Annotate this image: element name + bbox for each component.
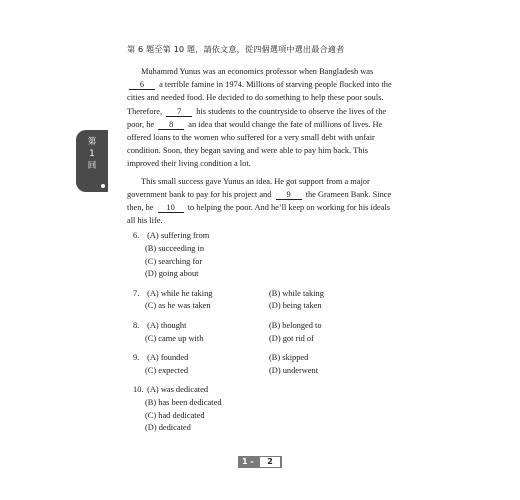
bullet-dot-icon: [101, 184, 105, 188]
question-7: [133, 288, 393, 314]
option-d: (D) got rid of: [269, 333, 314, 343]
option-b: (B) succeeding in: [145, 243, 205, 253]
option-c: (C) came up with: [145, 333, 204, 343]
question-8: [133, 320, 393, 346]
p2-text-1: This small success gave Yunus an idea. He got support from a major government bank to pay for his project and: [127, 176, 370, 199]
page-number-badge: [238, 456, 282, 468]
option-b: (B) skipped: [269, 352, 309, 362]
passage-paragraph-2: [127, 175, 392, 228]
option-a: (A) suffering from: [147, 231, 210, 240]
question-10: [133, 384, 393, 435]
question-6: [133, 230, 393, 281]
option-c: (C) expected: [145, 365, 189, 375]
question-number: 10.: [133, 384, 144, 394]
side-tab-number: 1: [89, 149, 95, 159]
option-b: (B) has been dedicated: [145, 397, 222, 407]
p2-text-2: the Grameen Bank. Since then, he: [127, 189, 392, 213]
option-a: (A) thought: [147, 320, 187, 330]
unit-side-tab: [76, 130, 108, 192]
blank-7: 7: [166, 107, 192, 117]
p1-text-1: Muhammd Yunus was an economics professor when Bangladesh was: [141, 67, 374, 76]
option-a: (A) founded: [147, 352, 189, 362]
question-number: 9.: [133, 352, 140, 362]
option-d: (D) being taken: [269, 301, 322, 311]
option-d: (D) dedicated: [145, 423, 191, 433]
option-b: (B) belonged to: [269, 320, 322, 330]
passage-section: [127, 44, 392, 231]
question-number: 7.: [133, 288, 140, 298]
blank-9: 9: [276, 190, 302, 200]
blank-10: 10: [158, 203, 184, 213]
p1-text-3: his students to the countryside to observe the lives of the poor, he: [127, 106, 387, 129]
side-tab-char-3: 回: [87, 161, 97, 171]
blank-6: 6: [129, 80, 155, 90]
p1-text-2: a terrible famine in 1974. Millions of starving people flocked into the cities and needed food. He decided to do something to help these poor souls. Therefore,: [127, 80, 392, 116]
blank-8: 8: [158, 120, 184, 130]
option-d: (D) underwent: [269, 365, 319, 375]
passage-paragraph-1: [127, 65, 392, 171]
option-b: (B) while taking: [269, 288, 324, 298]
option-c: (C) had dedicated: [145, 410, 205, 420]
instruction-heading: 第 6 題至第 10 題，請依文意，從四個選項中選出最合適者: [127, 44, 345, 54]
p1-text-4: an idea that would change the fate of millions of lives. He offered loans to the women who suffered for a very small debt with unfair condition. Soon, they began saving and were able to pay him back. This improved their living condition a lot.: [127, 119, 383, 169]
option-d: (D) going about: [145, 269, 199, 279]
p2-text-3: to helping the poor. And he’ll keep on working for his ideals all his life.: [127, 203, 391, 226]
question-number: 6.: [133, 231, 140, 240]
question-number: 8.: [133, 320, 140, 330]
page-number: 2: [260, 457, 280, 467]
option-c: (C) searching for: [145, 256, 203, 266]
section-label: 1 -: [242, 457, 254, 466]
option-c: (C) as he was taken: [145, 301, 211, 311]
side-tab-char-1: 第: [87, 137, 97, 147]
question-list: [133, 230, 393, 442]
option-a: (A) while he taking: [147, 288, 213, 298]
question-9: [133, 352, 393, 378]
option-a: (A) was dedicated: [147, 384, 209, 394]
